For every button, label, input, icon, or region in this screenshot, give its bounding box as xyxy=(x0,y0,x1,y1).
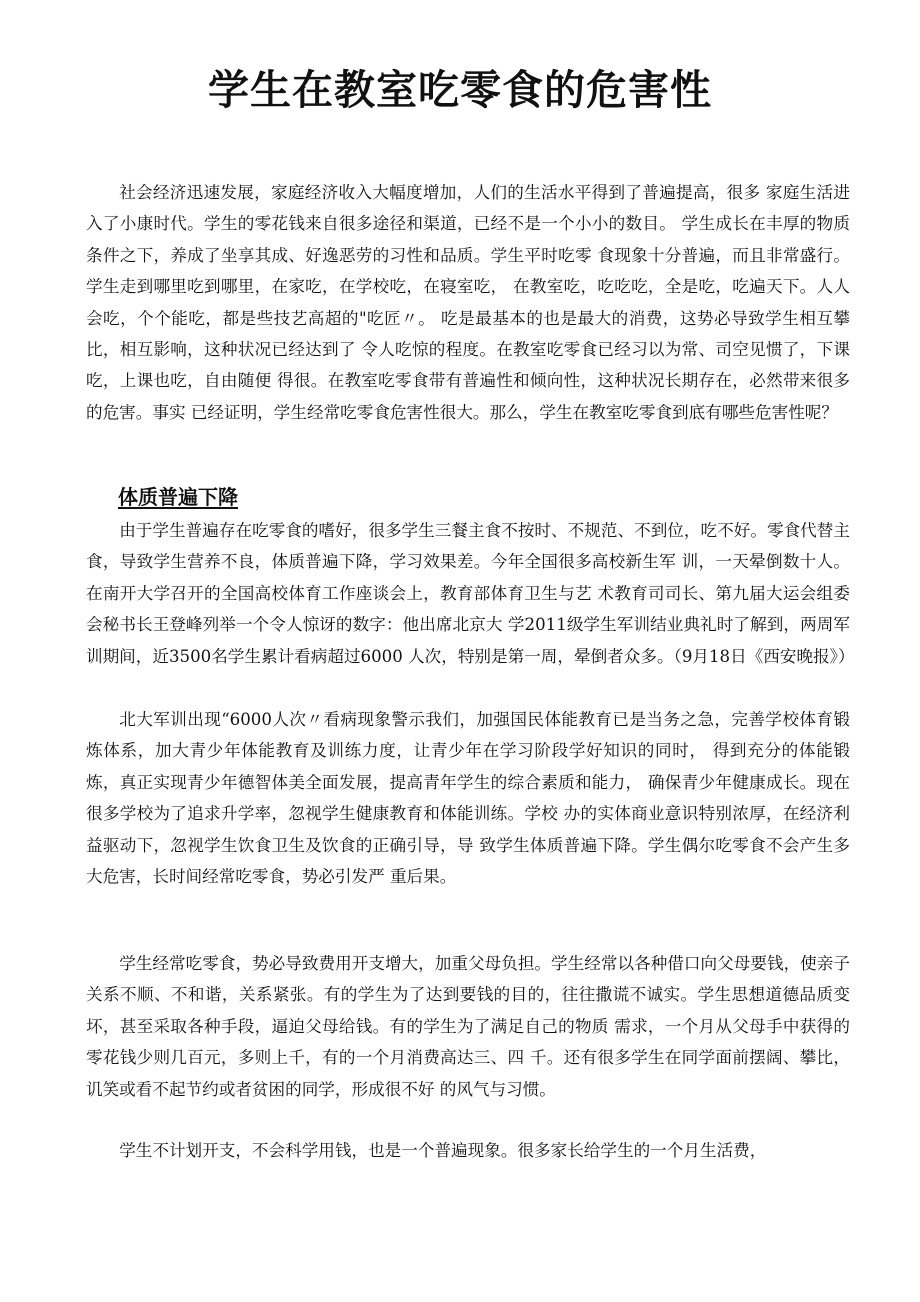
expense-paragraph-2: 学生不计划开支，不会科学用钱，也是一个普遍现象。很多家长给学生的一个月生活费， xyxy=(119,1141,767,1160)
document-title: 学生在教室吃零食的危害性 xyxy=(208,66,712,114)
physique-paragraph-1: 由于学生普遍存在吃零食的嗜好，很多学生三餐主食不按时、不规范、不到位，吃不好。零食代替主食，导致学生营养不良，体质普遍下降，学习效果差。今年全国很多高校新生军 训，一天晕倒数十人。在南开大学召开的全国高校体育工作座谈会上，教育部体育卫生与艺 术教育司司长、第九届大运会组委会秘书长王登峰列举一个令人惊讶的数字：他出席北京大 学2011级学生军训结业典礼时了解到，两周军训期间，近3500名学生累计看病超过6000 人次，特别是第一周，晕倒者众多。（9月18日《西安晚报》） xyxy=(86,521,855,666)
expense-paragraph-1: 学生经常吃零食，势必导致费用开支增大，加重父母负担。学生经常以各种借口向父母要钱，使亲子关系不顺、不和谐，关系紧张。有的学生为了达到要钱的目的，往往撒谎不诚实。学生思想道德品质变坏，甚至采取各种手段，逼迫父母给钱。有的学生为了满足自己的物质 需求，一个月从父母手中获得的零花钱少则几百元，多则上千，有的一个月消费高达三、四 千。还有很多学生在同学面前摆阔、攀比，讥笑或看不起节约或者贫困的同学，形成很不好 的风气与习惯。 xyxy=(86,954,850,1099)
section-heading-physique-decline: 体质普遍下降 xyxy=(118,485,238,509)
physique-paragraph-2: 北大军训出现“6000人次〃看病现象警示我们，加强国民体能教育已是当务之急，完善学校体育锻炼体系，加大青少年体能教育及训练力度，让青少年在学习阶段学好知识的同时， 得到充分的体能锻炼，真正实现青少年德智体美全面发展，提高青年学生的综合素质和能力， 确保青少年健康成长。现在很多学校为了追求升学率，忽视学生健康教育和体能训练。学校 办的实体商业意识特别浓厚，在经济利益驱动下，忽视学生饮食卫生及饮食的正确引导，导 致学生体质普遍下降。学生偶尔吃零食不会产生多大危害，长时间经常吃零食，势必引发严 重后果。 xyxy=(86,710,850,887)
intro-paragraph: 社会经济迅速发展，家庭经济收入大幅度增加，人们的生活水平得到了普遍提高，很多 家庭生活进入了小康时代。学生的零花钱来自很多途径和渠道，已经不是一个小小的数目。 学生成长在丰厚的物质条件之下，养成了坐享其成、好逸恶劳的习性和品质。学生平时吃零 食现象十分普遍，而且非常盛行。学生走到哪里吃到哪里，在家吃，在学校吃，在寝室吃， 在教室吃，吃吃吃，全是吃，吃遍天下。人人会吃，个个能吃，都是些技艺高超的"吃匠〃。 吃是最基本的也是最大的消费，这势必导致学生相互攀比，相互影响，这种状况已经达到了 令人吃惊的程度。在教室吃零食已经习以为常、司空见惯了，下课吃，上课也吃，自由随便 得很。在教室吃零食带有普遍性和倾向性，这种状况长期存在，必然带来很多的危害。事实 已经证明，学生经常吃零食危害性很大。那么，学生在教室吃零食到底有哪些危害性呢？ xyxy=(86,183,850,422)
